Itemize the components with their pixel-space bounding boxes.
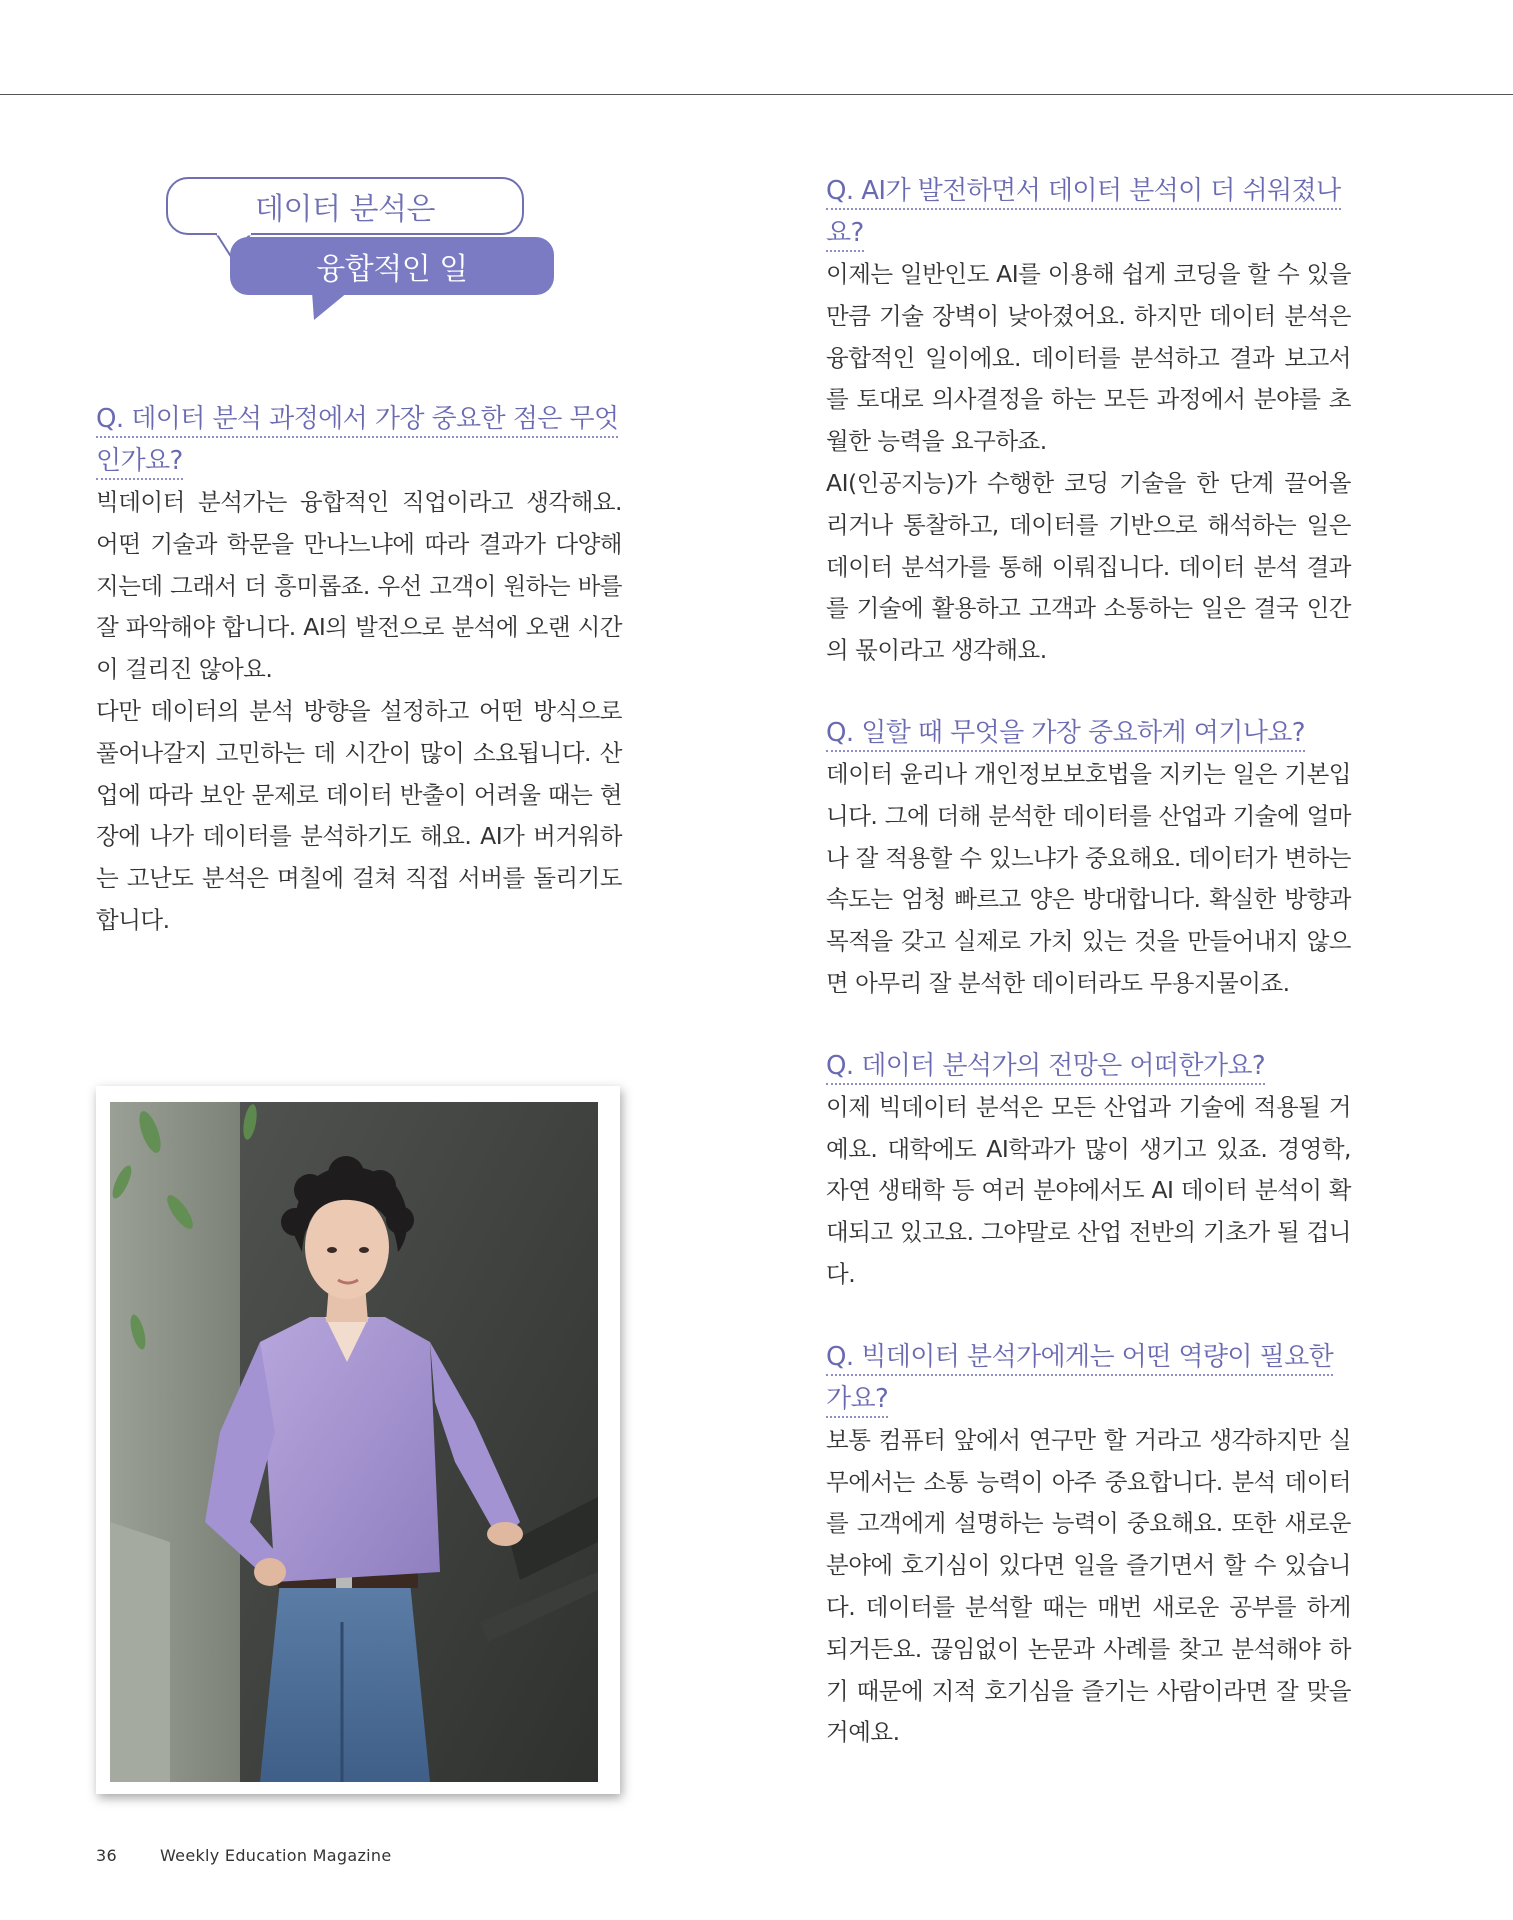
- title-bubble-filled: [230, 237, 554, 295]
- portrait-illustration: [110, 1102, 598, 1782]
- magazine-name: Weekly Education Magazine: [160, 1846, 392, 1865]
- photo-frame: [96, 1086, 620, 1794]
- spacer: [826, 672, 1351, 712]
- answer-paragraph: 다만 데이터의 분석 방향을 설정하고 어떤 방식으로 풀어나갈지 고민하는 데 시간이 많이 소요됩니다. 산업에 따라 보안 문제로 데이터 반출이 어려울 때는 현장에 나가 데이터를 분석하기도 해요. AI가 버거워하는 고난도 분석은 며칠에 걸쳐 직접 서버를 돌리기도 합니다.: [96, 696, 622, 934]
- question-heading: Q. 데이터 분석가의 전망은 어떠한가요?: [826, 1045, 1351, 1087]
- question-heading: Q. 빅데이터 분석가에게는 어떤 역량이 필요한가요?: [826, 1336, 1351, 1420]
- spacer: [826, 1005, 1351, 1045]
- title-line-2: 융합적인 일: [316, 252, 468, 287]
- page-number: 36: [96, 1846, 117, 1865]
- answer-paragraph: AI(인공지능)가 수행한 코딩 기술을 한 단계 끌어올리거나 통찰하고, 데이터를 기반으로 해석하는 일은 데이터 분석가를 통해 이뤄집니다. 데이터 분석 결과를 기술에 활용하고 고객과 소통하는 일은 결국 인간의 몫이라고 생각해요.: [826, 468, 1351, 665]
- question-heading: Q. AI가 발전하면서 데이터 분석이 더 쉬워졌나요?: [826, 170, 1351, 254]
- top-rule: [0, 94, 1513, 95]
- answer-paragraph: 빅데이터 분석가는 융합적인 직업이라고 생각해요. 어떤 기술과 학문을 만나느냐에 따라 결과가 다양해지는데 그래서 더 흥미롭죠. 우선 고객이 원하는 바를 잘 파악해야 합니다. AI의 발전으로 분석에 오랜 시간이 걸리진 않아요.: [96, 488, 622, 684]
- qa-block: [96, 398, 622, 942]
- bubble-tail-filled-icon: [308, 292, 352, 320]
- qa-block: [826, 170, 1351, 672]
- portrait-photo: [110, 1102, 598, 1782]
- page-footer: [96, 1846, 391, 1865]
- right-column: [826, 170, 1351, 1754]
- answer-paragraph: 데이터 윤리나 개인정보보호법을 지키는 일은 기본입니다. 그에 더해 분석한 데이터를 산업과 기술에 얼마나 잘 적용할 수 있느냐가 중요해요. 데이터가 변하는 속도는 엄청 빠르고 양은 방대합니다. 확실한 방향과 목적을 갖고 실제로 가치 있는 것을 만들어내지 않으면 아무리 잘 분석한 데이터라도 무용지물이죠.: [826, 759, 1351, 997]
- question-heading: Q. 데이터 분석 과정에서 가장 중요한 점은 무엇인가요?: [96, 398, 622, 482]
- qa-block: [826, 1336, 1351, 1754]
- qa-block: [826, 712, 1351, 1005]
- title-line-1: 데이터 분석은: [255, 192, 435, 227]
- qa-block: [826, 1045, 1351, 1296]
- title-bubble-outline: [166, 177, 524, 235]
- answer-paragraph: 보통 컴퓨터 앞에서 연구만 할 거라고 생각하지만 실무에서는 소통 능력이 아주 중요합니다. 분석 데이터를 고객에게 설명하는 능력이 중요해요. 또한 새로운 분야에 호기심이 있다면 일을 즐기면서 할 수 있습니다. 데이터를 분석할 때는 매번 새로운 공부를 하게 되거든요. 끊임없이 논문과 사례를 찾고 분석해야 하기 때문에 지적 호기심을 즐기는 사람이라면 잘 맞을 거예요.: [826, 1425, 1351, 1747]
- answer-paragraph: 이제는 일반인도 AI를 이용해 쉽게 코딩을 할 수 있을 만큼 기술 장벽이 낮아졌어요. 하지만 데이터 분석은 융합적인 일이에요. 데이터를 분석하고 결과 보고서를 토대로 의사결정을 하는 모든 과정에서 분야를 초월한 능력을 요구하죠.: [826, 260, 1351, 456]
- question-heading: Q. 일할 때 무엇을 가장 중요하게 여기나요?: [826, 712, 1351, 754]
- spacer: [826, 1296, 1351, 1336]
- left-column: [96, 398, 622, 942]
- answer-paragraph: 이제 빅데이터 분석은 모든 산업과 기술에 적용될 거예요. 대학에도 AI학과가 많이 생기고 있죠. 경영학, 자연 생태학 등 여러 분야에서도 AI 데이터 분석이 확대되고 있고요. 그야말로 산업 전반의 기초가 될 겁니다.: [826, 1092, 1351, 1288]
